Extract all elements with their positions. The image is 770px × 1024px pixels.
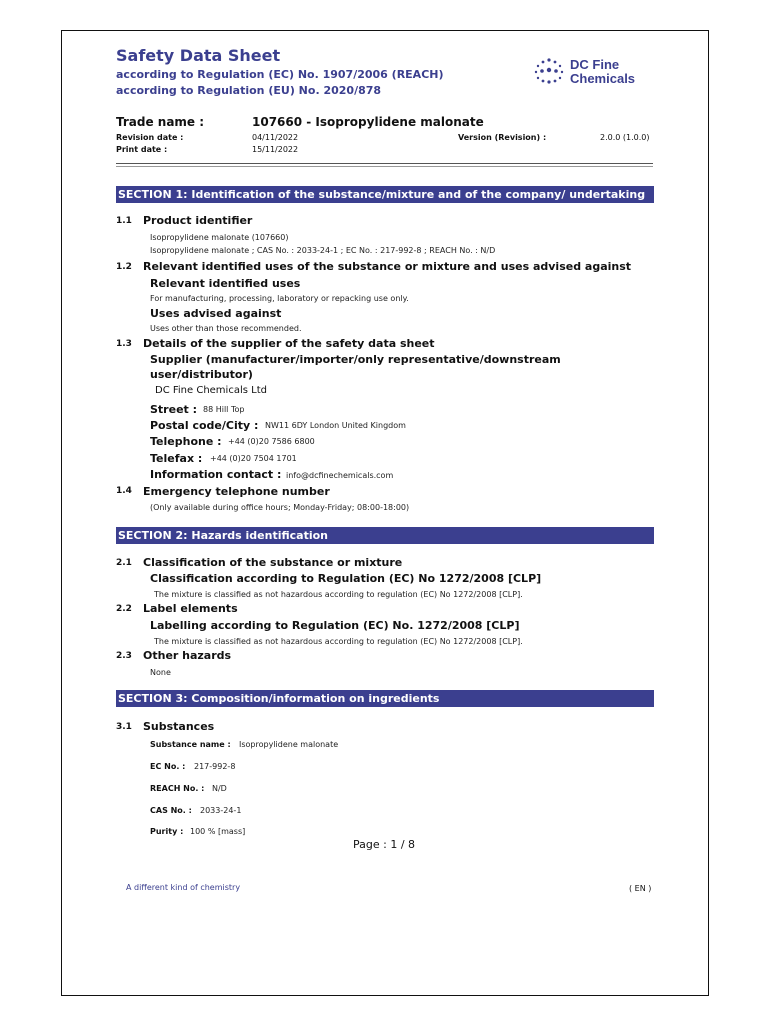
- header-divider: [116, 163, 653, 164]
- print-date-label: Print date :: [116, 145, 168, 154]
- subsection-1-4-title: Emergency telephone number: [143, 485, 330, 498]
- ec-number-value: 217-992-8: [194, 762, 236, 771]
- supplier-heading-line-1: Supplier (manufacturer/importer/only representative/downstream: [150, 353, 561, 366]
- subsection-3-1-number: 3.1: [116, 722, 132, 732]
- subsection-1-3-title: Details of the supplier of the safety data sheet: [143, 337, 435, 350]
- regulation-line-2: according to Regulation (EU) No. 2020/878: [116, 84, 382, 97]
- subsection-1-1-number: 1.1: [116, 216, 132, 226]
- language-code: ( EN ): [629, 884, 652, 893]
- document-title: Safety Data Sheet: [116, 46, 281, 65]
- section-3-header: SECTION 3: Composition/information on ingredients: [116, 690, 654, 707]
- footer-tagline: A different kind of chemistry: [126, 883, 241, 892]
- reach-number-label: REACH No. :: [150, 784, 205, 793]
- other-hazards-text: None: [150, 668, 171, 677]
- company-name: DC Fine Chemicals Ltd: [155, 385, 267, 396]
- subsection-1-3-number: 1.3: [116, 339, 132, 349]
- telephone-label: Telephone :: [150, 435, 222, 448]
- subsection-2-3-title: Other hazards: [143, 649, 232, 662]
- information-contact-label: Information contact :: [150, 468, 282, 481]
- version-label: Version (Revision) :: [458, 133, 547, 142]
- version-value: 2.0.0 (1.0.0): [600, 133, 650, 142]
- classification-heading: Classification according to Regulation (EC) No 1272/2008 [CLP]: [150, 572, 542, 585]
- labelling-heading: Labelling according to Regulation (EC) No. 1272/2008 [CLP]: [150, 619, 520, 632]
- postal-city-value: NW11 6DY London United Kingdom: [265, 421, 406, 430]
- page-number: Page : 1 / 8: [353, 838, 416, 851]
- subsection-2-2-number: 2.2: [116, 604, 132, 614]
- postal-city-label: Postal code/City :: [150, 419, 259, 432]
- subsection-1-2-number: 1.2: [116, 262, 132, 272]
- trade-name-value: 107660 - Isopropylidene malonate: [252, 115, 484, 129]
- purity-label: Purity :: [150, 827, 184, 836]
- information-contact-value[interactable]: info@dcfinechemicals.com: [286, 471, 394, 480]
- document-page: [61, 30, 709, 996]
- relevant-uses-heading: Relevant identified uses: [150, 277, 301, 290]
- ec-number-label: EC No. :: [150, 762, 186, 771]
- subsection-2-1-number: 2.1: [116, 558, 132, 568]
- reach-number-value: N/D: [212, 784, 227, 793]
- product-identifier-line-2: Isopropylidene malonate ; CAS No. : 2033-24-1 ; EC No. : 217-992-8 ; REACH No. : N/D: [150, 246, 496, 255]
- section-2-header: SECTION 2: Hazards identification: [116, 527, 654, 544]
- subsection-1-4-number: 1.4: [116, 486, 132, 496]
- subsection-1-1-title: Product identifier: [143, 214, 253, 227]
- subsection-2-1-title: Classification of the substance or mixture: [143, 556, 403, 569]
- header-divider-2: [116, 166, 653, 167]
- substance-name-value: Isopropylidene malonate: [239, 740, 339, 749]
- telefax-label: Telefax :: [150, 452, 203, 465]
- subsection-1-2-title: Relevant identified uses of the substance or mixture and uses advised against: [143, 260, 632, 273]
- print-date-value: 15/11/2022: [252, 145, 299, 154]
- supplier-heading-line-2: user/distributor): [150, 368, 253, 381]
- cas-number-label: CAS No. :: [150, 806, 192, 815]
- section-1-header: SECTION 1: Identification of the substance/mixture and of the company/ undertaking: [116, 186, 654, 203]
- product-identifier-line-1: Isopropylidene malonate (107660): [150, 233, 289, 242]
- logo-text-line-1: DC Fine: [570, 57, 620, 72]
- cas-number-value: 2033-24-1: [200, 806, 242, 815]
- uses-advised-against-text: Uses other than those recommended.: [150, 324, 302, 333]
- telephone-value: +44 (0)20 7586 6800: [228, 437, 315, 446]
- classification-text: The mixture is classified as not hazardous according to regulation (EC) No 1272/2008 [CLP].: [154, 590, 523, 599]
- relevant-uses-text: For manufacturing, processing, laboratory or repacking use only.: [150, 294, 409, 303]
- subsection-2-3-number: 2.3: [116, 651, 132, 661]
- street-label: Street :: [150, 403, 198, 416]
- regulation-line-1: according to Regulation (EC) No. 1907/2006 (REACH): [116, 68, 444, 81]
- subsection-2-2-title: Label elements: [143, 602, 238, 615]
- subsection-3-1-title: Substances: [143, 720, 215, 733]
- dc-fine-chemicals-logo-icon: [534, 56, 568, 86]
- street-value: 88 Hill Top: [203, 405, 245, 414]
- substance-name-label: Substance name :: [150, 740, 231, 749]
- labelling-text: The mixture is classified as not hazardous according to regulation (EC) No 1272/2008 [CLP].: [154, 637, 523, 646]
- logo-text-line-2: Chemicals: [570, 71, 636, 86]
- revision-date-label: Revision date :: [116, 133, 184, 142]
- purity-value: 100 % [mass]: [190, 827, 246, 836]
- uses-advised-against-heading: Uses advised against: [150, 307, 282, 320]
- company-logo: [534, 56, 644, 92]
- telefax-value: +44 (0)20 7504 1701: [210, 454, 297, 463]
- trade-name-label: Trade name :: [116, 115, 205, 129]
- revision-date-value: 04/11/2022: [252, 133, 299, 142]
- emergency-phone-text: (Only available during office hours; Monday-Friday; 08:00-18:00): [150, 503, 410, 512]
